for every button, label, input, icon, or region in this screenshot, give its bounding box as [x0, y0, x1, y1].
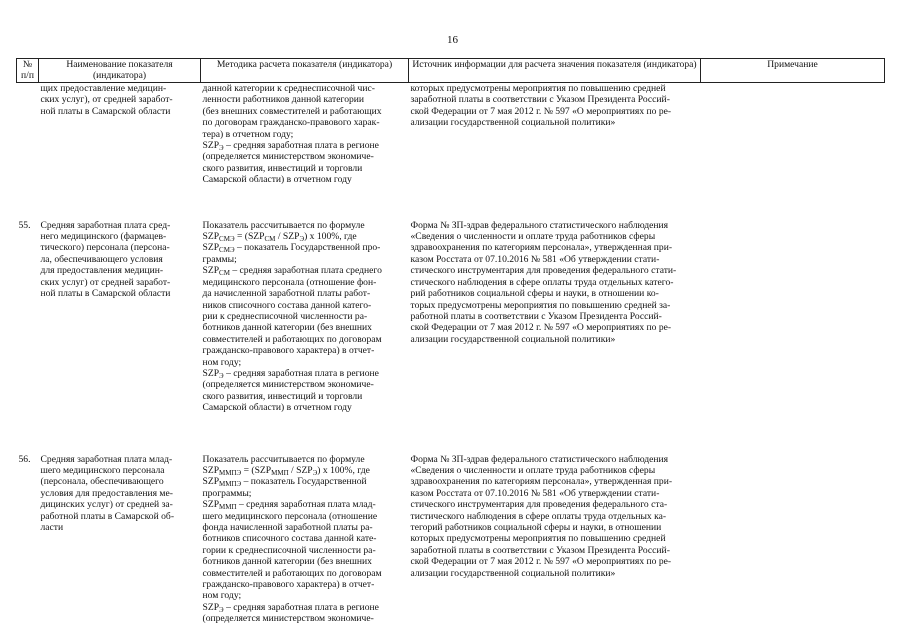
- text-line: рии к среднесписочной численности ра-: [202, 310, 368, 322]
- text-line: (персонала, обеспечивающего: [40, 476, 164, 488]
- row-number: 55.: [18, 219, 31, 231]
- text-line: ской Федерации от 7 мая 2012 г. № 597 «О мероприятиях по ре-: [410, 105, 672, 117]
- note: [701, 83, 885, 186]
- text-line: $SZP_{ММПЭ}$ – показатель Государственной: [202, 476, 367, 489]
- table-row: [17, 83, 885, 186]
- text-line: медицинского персонала (отношение фон-: [202, 276, 377, 288]
- text-line: (без внешних совместителей и работающих: [202, 105, 382, 117]
- text-line: которых предусмотрены мероприятия по повышению средней: [410, 533, 666, 545]
- note: [701, 454, 885, 625]
- text-line: тегорий работников социальной сферы и науки, в отношении: [410, 522, 662, 533]
- text-line: для предоставления медицин-: [40, 265, 164, 277]
- text-line: Средняя заработная плата сред-: [40, 219, 171, 231]
- text-line: $SZP_Э$ – средняя заработная плата в регионе: [202, 367, 379, 380]
- text-line: Показатель рассчитывается по формуле: [202, 453, 365, 465]
- text-line: гражданско-правового характера) в отчет-: [202, 345, 375, 357]
- text-line: Самарской области) в отчетном году: [202, 174, 352, 186]
- information-source: [409, 454, 701, 625]
- text-line: ских услуг) от средней заработ-: [40, 276, 171, 288]
- information-source: [409, 83, 701, 186]
- text-line: ского развития, инвестиций и торговли: [202, 390, 363, 402]
- text-line: (определяется министерством экономиче-: [202, 613, 374, 625]
- table-row: [17, 220, 885, 414]
- text-line: Показатель рассчитывается по формуле: [202, 219, 365, 231]
- header-note: Примечание: [701, 59, 885, 83]
- indicator-name: [39, 83, 201, 186]
- text-line: ского развития, инвестиций и торговли: [202, 162, 363, 174]
- text-line: «Сведения о численности и оплате труда работников сферы: [410, 231, 656, 243]
- row-number: [17, 83, 39, 186]
- header-method: Методика расчета показателя (индикатора): [201, 59, 409, 83]
- text-line: ской Федерации от 7 мая 2012 г. № 597 «О мероприятиях по ре-: [410, 556, 672, 568]
- text-line: ботников данной категории (без внешних: [202, 556, 372, 568]
- text-line: ботников данной категории (без внешних: [202, 322, 372, 334]
- row-spacer-cell: [17, 186, 885, 220]
- text-line: ленности работников данной категории: [202, 94, 365, 106]
- text-line: которых предусмотрены мероприятия по повышению средней: [410, 83, 666, 94]
- method-paragraph: [203, 220, 407, 266]
- text-line: тистического наблюдения в сфере оплаты труда отдельных ка-: [410, 510, 667, 522]
- text-line: фонда начисленной заработной платы ра-: [202, 522, 373, 533]
- text-line: ской Федерации от 7 мая 2012 г. № 597 «О мероприятиях по ре-: [410, 322, 672, 334]
- method-paragraph: [203, 602, 407, 625]
- text-line: ла, обеспечивающего условия: [40, 253, 163, 265]
- text-line: гражданско-правового характера) в отчет-: [202, 579, 375, 591]
- row-spacer: [17, 414, 885, 454]
- text-line: ализации государственной социальной политики»: [410, 333, 616, 345]
- indicator-name: [39, 220, 201, 414]
- text-line: ласти: [40, 522, 64, 533]
- text-line: рий работников социальной сферы и науки, в отношении ко-: [410, 288, 659, 300]
- text-line: ских услуг), от средней заработ-: [40, 94, 173, 106]
- text-line: него медицинского (фармацев-: [40, 231, 167, 243]
- text-line: программы;: [202, 487, 252, 499]
- table-header-row: [17, 59, 885, 83]
- calculation-method: [201, 220, 409, 414]
- method-paragraph: [203, 454, 407, 500]
- text-line: $SZP_Э$ – средняя заработная плата в регионе: [202, 140, 379, 153]
- indicator-name: [39, 454, 201, 625]
- text-line: Средняя заработная плата млад-: [40, 453, 173, 465]
- information-source: [409, 220, 701, 414]
- method-paragraph: [203, 499, 407, 602]
- table-body: [17, 83, 885, 625]
- text-line: казом Росстата от 07.10.2016 № 581 «Об утверждении стати-: [410, 253, 660, 265]
- method-paragraph: [203, 140, 407, 186]
- calculation-method: [201, 454, 409, 625]
- text-line: шего медицинского персонала: [40, 464, 165, 476]
- text-line: $SZP_{СМ}$ – средняя заработная плата среднего: [202, 265, 382, 278]
- text-line: казом Росстата от 07.10.2016 № 581 «Об утверждении стати-: [410, 487, 660, 499]
- text-line: заработной платы в соответствии с Указом Президента Россий-: [410, 544, 670, 556]
- text-line: ной платы в Самарской области: [40, 288, 171, 300]
- text-line: тического) персонала (персона-: [40, 242, 170, 254]
- page-number: 16: [447, 34, 458, 46]
- text-line: ализации государственной социальной политики»: [410, 567, 616, 579]
- text-line: тера) в отчетном году;: [202, 128, 294, 140]
- text-line: шего медицинского персонала (отношение: [202, 510, 378, 522]
- text-line: $SZP_{ММП}$ – средняя заработная плата млад-: [202, 499, 376, 512]
- text-line: да начисленной заработной платы работ-: [202, 288, 371, 300]
- text-line: ников списочного состава данной катего-: [202, 299, 372, 311]
- text-line: торых предусмотрены мероприятия по повышению средней за-: [410, 299, 671, 311]
- text-line: стического наблюдения в сфере оплаты труда отдельных катего-: [410, 276, 674, 288]
- indicators-table: [16, 58, 885, 625]
- text-line: $SZP_Э$ – средняя заработная плата в регионе: [202, 601, 379, 614]
- text-line: щих предоставление медицин-: [40, 83, 167, 94]
- text-line: Форма № ЗП-здрав федерального статистического наблюдения: [410, 453, 669, 465]
- table-row: [17, 454, 885, 625]
- text-line: работной платы в Самарской об-: [40, 510, 175, 522]
- text-line: гории к среднесписочной численности ра-: [202, 544, 376, 556]
- text-line: работной платы в соответствии с Указом Президента Россий-: [410, 310, 662, 322]
- row-spacer: [17, 186, 885, 220]
- text-line: ализации государственной социальной политики»: [410, 117, 616, 129]
- note: [701, 220, 885, 414]
- header-name: Наименование показателя (индикатора): [39, 59, 201, 83]
- text-line: данной категории к среднесписочной чис-: [202, 83, 375, 94]
- text-line: Самарской области) в отчетном году: [202, 402, 352, 414]
- text-line: ном году;: [202, 590, 242, 602]
- text-line: по договорам гражданско-правового харак-: [202, 117, 380, 129]
- text-line: Форма № ЗП-здрав федерального статистического наблюдения: [410, 219, 669, 231]
- text-line: дицинских услуг) от средней за-: [40, 499, 173, 511]
- row-number: 56.: [18, 453, 31, 465]
- text-line: условия для предоставления ме-: [40, 487, 173, 499]
- row-spacer-cell: [17, 414, 885, 454]
- text-line: «Сведения о численности и оплате труда работников сферы: [410, 464, 656, 476]
- text-line: $SZP_{СМЭ} = (SZP_{СМ} / SZP_Э)$ x 100%, где: [202, 231, 357, 244]
- text-line: $SZP_{ММПЭ} = (SZP_{ММП} / SZP_Э)$ x 100%, где: [202, 464, 370, 477]
- text-line: стического инструментария для проведения федерального стати-: [410, 265, 677, 277]
- text-line: граммы;: [202, 253, 237, 265]
- method-paragraph: [203, 368, 407, 414]
- text-line: здравоохранения по категориям персонала», утвержденная при-: [410, 476, 673, 488]
- text-line: совместителей и работающих по договорам: [202, 333, 382, 345]
- text-line: совместителей и работающих по договорам: [202, 567, 382, 579]
- text-line: ной платы в Самарской области: [40, 105, 171, 117]
- text-line: здравоохранения по категориям персонала», утвержденная при-: [410, 242, 673, 254]
- method-paragraph: [203, 83, 407, 140]
- method-paragraph: [203, 265, 407, 368]
- text-line: заработной платы в соответствии с Указом Президента Россий-: [410, 94, 670, 106]
- text-line: (определяется министерством экономиче-: [202, 151, 374, 163]
- text-line: (определяется министерством экономиче-: [202, 379, 374, 391]
- header-num: № п/п: [17, 59, 39, 83]
- text-line: ном году;: [202, 356, 242, 368]
- text-line: стического инструментария для проведения федерального ста-: [410, 499, 668, 511]
- text-line: $SZP_{СМЭ}$ – показатель Государственной про-: [202, 242, 381, 255]
- text-line: ботников списочного состава данной кате-: [202, 533, 377, 545]
- calculation-method: [201, 83, 409, 186]
- header-source: Источник информации для расчета значения показателя (индикатора): [409, 59, 701, 83]
